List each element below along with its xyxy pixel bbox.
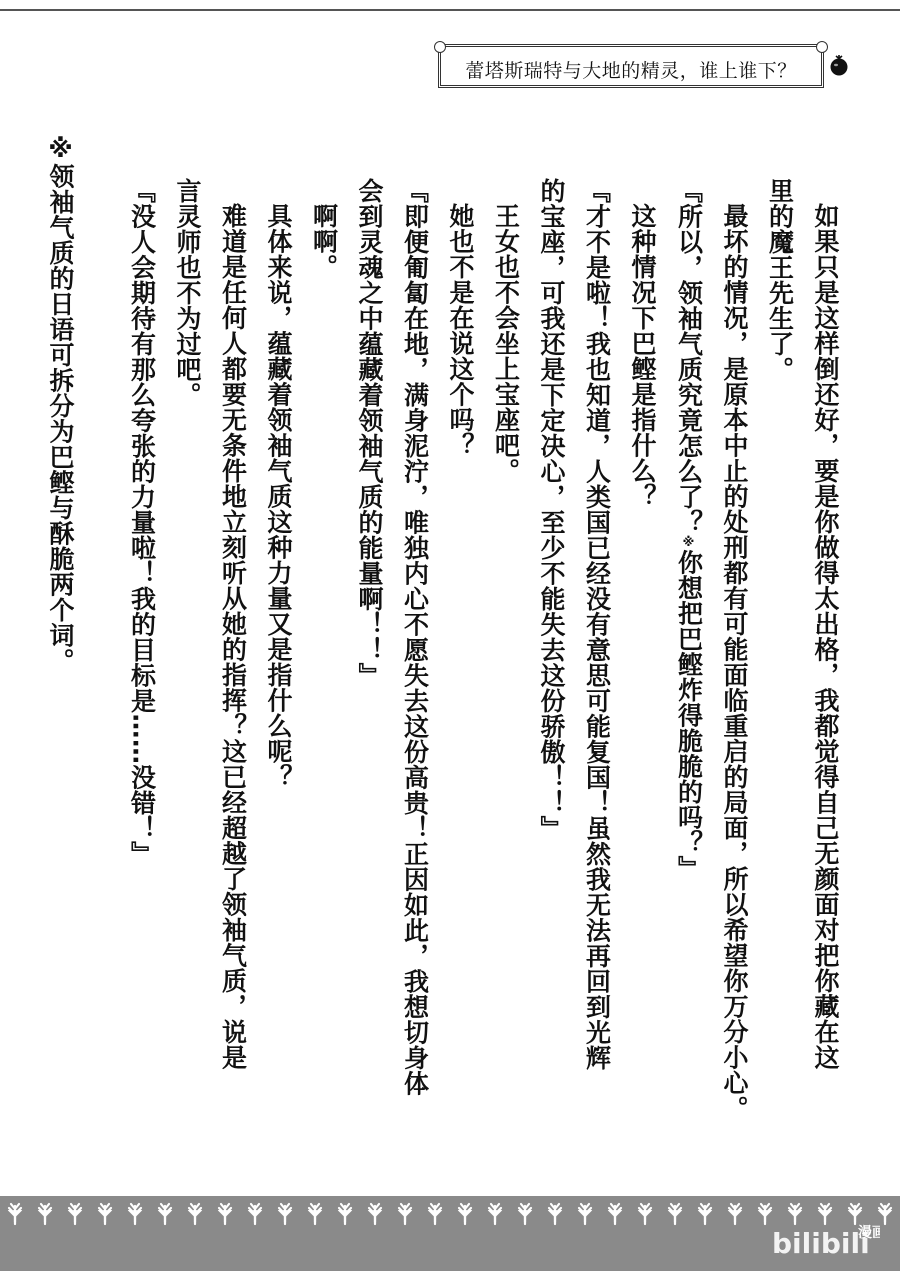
- paragraph: 会到灵魂之中蕴藏着领袖气质的能量啊！！』: [355, 178, 384, 688]
- paragraph-part: 『所以，领袖气质究竟怎么了？: [674, 178, 704, 535]
- paragraph: 『即便匍匐在地，满身泥泞，唯独内心不愿失去这份高贵！正因如此，我想切身体: [400, 178, 430, 1096]
- note-mark: ※: [681, 535, 696, 550]
- paragraph: 如果只是这样倒还好，要是你做得太出格，我都觉得自己无颜面对把你藏在这: [811, 203, 840, 1070]
- paragraph: 这种情况下巴鲣是指什么？: [628, 203, 657, 509]
- paragraph: 『没人会期待有那么夸张的力量啦！我的目标是……没错！』: [127, 178, 157, 867]
- sprig-pattern-icon: [0, 1196, 900, 1226]
- chapter-title-frame: [438, 44, 824, 88]
- top-rule: [0, 9, 900, 11]
- paragraph: 『才不是啦！我也知道，人类国已经没有意思可能复国！虽然我无法再回到光辉: [582, 178, 612, 1071]
- paragraph: 最坏的情况，是原本中止的处刑都有可能面临重启的局面，所以希望你万分小心。: [720, 203, 749, 1121]
- novel-body: [46, 134, 848, 1198]
- paragraph: 的宝座，可我还是下定决心，至少不能失去这份骄傲！！』: [537, 178, 566, 841]
- paragraph: 王女也不会坐上宝座吧。: [491, 203, 521, 484]
- watermark: [770, 1217, 880, 1263]
- watermark-label: 漫画: [858, 1225, 880, 1241]
- paragraph: 言灵师也不为过吧。: [173, 178, 202, 408]
- paragraph-with-note: [665, 178, 712, 1198]
- watermark-brand: bilibili: [772, 1227, 870, 1260]
- chapter-title: 蕾塔斯瑞特与大地的精灵，谁上谁下？: [465, 60, 797, 82]
- bilibili-logo-icon: [770, 1217, 880, 1263]
- bottom-decorative-border: [0, 1196, 900, 1271]
- paragraph: 具体来说，蕴藏着领袖气质这种力量又是指什么呢？: [264, 203, 293, 790]
- paragraph-part: 你想把巴鲣炸得脆脆的吗？』: [674, 549, 704, 881]
- footnote: ※领袖气质的日语可拆分为巴鲣与酥脆两个词。: [46, 134, 75, 674]
- tomato-icon: [827, 53, 851, 77]
- paragraph: 里的魔王先生了。: [765, 178, 795, 382]
- paragraph: 难道是任何人都要无条件地立刻听从她的指挥？这已经超越了领袖气质，说是: [218, 203, 248, 1070]
- paragraph: 她也不是在说这个吗？: [446, 203, 475, 458]
- paragraph: 啊啊。: [309, 203, 339, 280]
